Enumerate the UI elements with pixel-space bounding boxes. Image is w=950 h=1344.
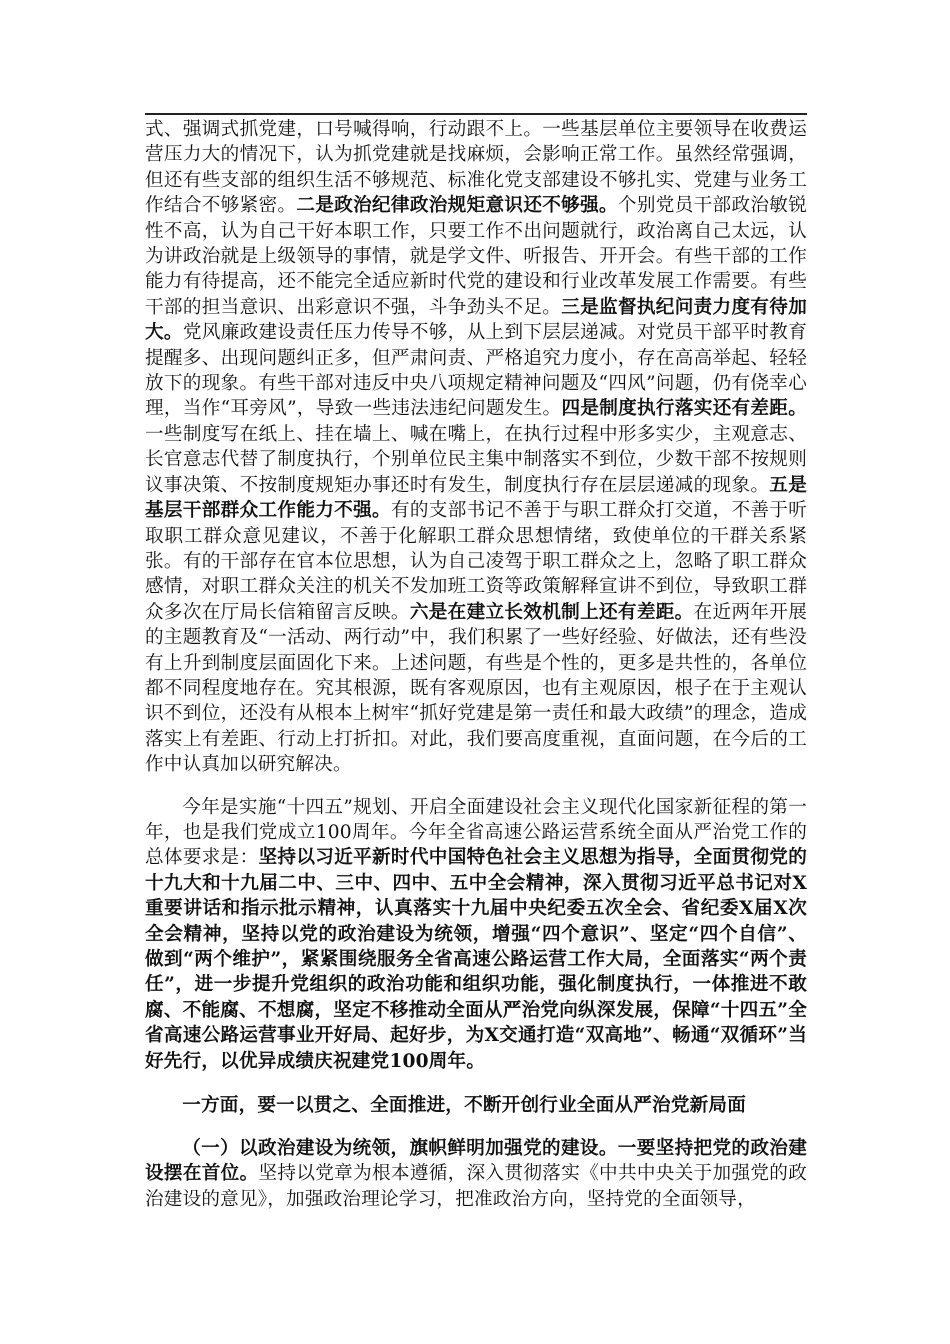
paragraph-spacer [145, 778, 807, 795]
paragraph-bold-text: 四是制度执行落实还有差距。 [561, 398, 807, 420]
paragraph-text: 个别党员干部政治敏锐性不高，认为自己干好本职工作，只要工作不出问题就行，政治离自己太远，认为讲政治就是上级领导的事情，就是学文件、听报告、开开会。有些干部的工作能力有待提高，还不能完全适应新时代党的建设和行业改革发展工作需要。有些干部的担当意识、出彩意识不强，斗争劲头不足。 [145, 195, 807, 318]
document-body [145, 117, 807, 1212]
paragraph-text: 式、强调式抓党建，口号喊得响，行动跟不上。一些基层单位主要领导在收费运营压力大的情况下，认为抓党建就是找麻烦，会影响正常工作。虽然经常强调，但还有些支部的组织生活不够规范、标准化党支部建设不够扎实、党建与业务工作结合不够紧密。 [145, 119, 807, 217]
paragraph-bold-text: 坚持以习近平新时代中国特色社会主义思想为指导，全面贯彻党的十九大和十九届二中、三中、四中、五中全会精神，深入贯彻习近平总书记对X重要讲话和指示批示精神，认真落实十九届中央纪委五次全会、省纪委X届X次全会精神，坚持以党的政治建设为统领，增强“四个意识”、坚定“四个自信”、做到“两个维护”，紧紧围绕服务全省高速公路运营工作大局，全面落实“两个责任”，进一步提升党组织的政治功能和组织功能，强化制度执行，一体推进不敢腐、不能腐、不想腐，坚定不移推动全面从严治党向纵深发展，保障“十四五”全省高速公路运营事业开好局、起好步，为X交通打造“双高地”、畅通“双循环”当好先行，以优异成绩庆祝建党100周年。 [145, 847, 807, 1072]
paragraph-text: 党风廉政建设责任压力传导不够，从上到下层层递减。对党员干部平时教育提醒多、出现问题纠正多，但严肃问责、严格追究力度小，存在高高举起、轻轻放下的现象。有些干部对违反中央八项规定精神问题及“四风”问题，仍有侥幸心理，当作“耳旁风”，导致一些违法违纪问题发生。 [145, 322, 807, 420]
paragraph-text: 一些制度写在纸上、挂在墙上、喊在嘴上，在执行过程中形多实少，主观意志、长官意志代替了制度执行，个别单位民主集中制落实不到位，少数干部不按规则议事决策、不按制度规矩办事还时有发生，制度执行存在层层递减的现象。 [145, 423, 807, 496]
paragraph-bold-text: 三是监督执纪问责力度有待加大。 [145, 296, 807, 344]
paragraph-requirements [145, 795, 807, 1074]
paragraph-bold-text: 六是在建立长效机制上还有差距。 [409, 601, 694, 623]
header-rule [145, 113, 807, 115]
section-heading: 一方面，要一以贯之、全面推进，不断开创行业全面从严治党新局面 [182, 1095, 747, 1117]
paragraph-spacer [145, 1119, 807, 1136]
paragraph-bold-text: 二是政治纪律政治规矩意识还不够强。 [296, 195, 618, 217]
paragraph-bold-text: （一）以政治建设为统领，旗帜鲜明加强党的建设。一要坚持把党的政治建设摆在首位。 [145, 1138, 807, 1185]
paragraph-spacer [145, 1074, 807, 1093]
paragraph-political-building [145, 1136, 807, 1212]
paragraph-text: 有的支部书记不善于与职工群众打交道，不善于听取职工群众意见建议，不善于化解职工群众思想情绪，致使单位的干群关系紧张。有的干部存在官本位思想，认为自己凌驾于职工群众之上，忽略了职工群众感情，对职工群众关注的机关不发加班工资等政策解释宣讲不到位，导致职工群众多次在厅局长信箱留言反映。 [145, 500, 807, 623]
paragraph-text: 在近两年开展的主题教育及“一活动、两行动”中，我们积累了一些好经验、好做法，还有些没有上升到制度层面固化下来。上述问题，有些是个性的，更多是共性的，各单位都不同程度地存在。究其根源，既有客观原因，也有主观原因，根子在于主观认识不到位，还没有从根本上树牢“抓好党建是第一责任和最大政绩”的理念，造成落实上有差距、行动上打折扣。对此，我们要高度重视，直面问题，在今后的工作中认真加以研究解决。 [145, 601, 807, 776]
paragraph-problems [145, 117, 807, 778]
paragraph-text: 今年是实施“十四五”规划、开启全面建设社会主义现代化国家新征程的第一年，也是我们党成立100周年。今年全省高速公路运营系统全面从严治党工作的总体要求是： [145, 796, 807, 869]
paragraph-bold-text: 五是基层干部群众工作能力不强。 [145, 474, 807, 522]
paragraph-text: 坚持以党章为根本遵循，深入贯彻落实《中共中央关于加强党的政治建设的意见》，加强政治理论学习，把准政治方向，坚持党的全面领导， [145, 1163, 807, 1210]
